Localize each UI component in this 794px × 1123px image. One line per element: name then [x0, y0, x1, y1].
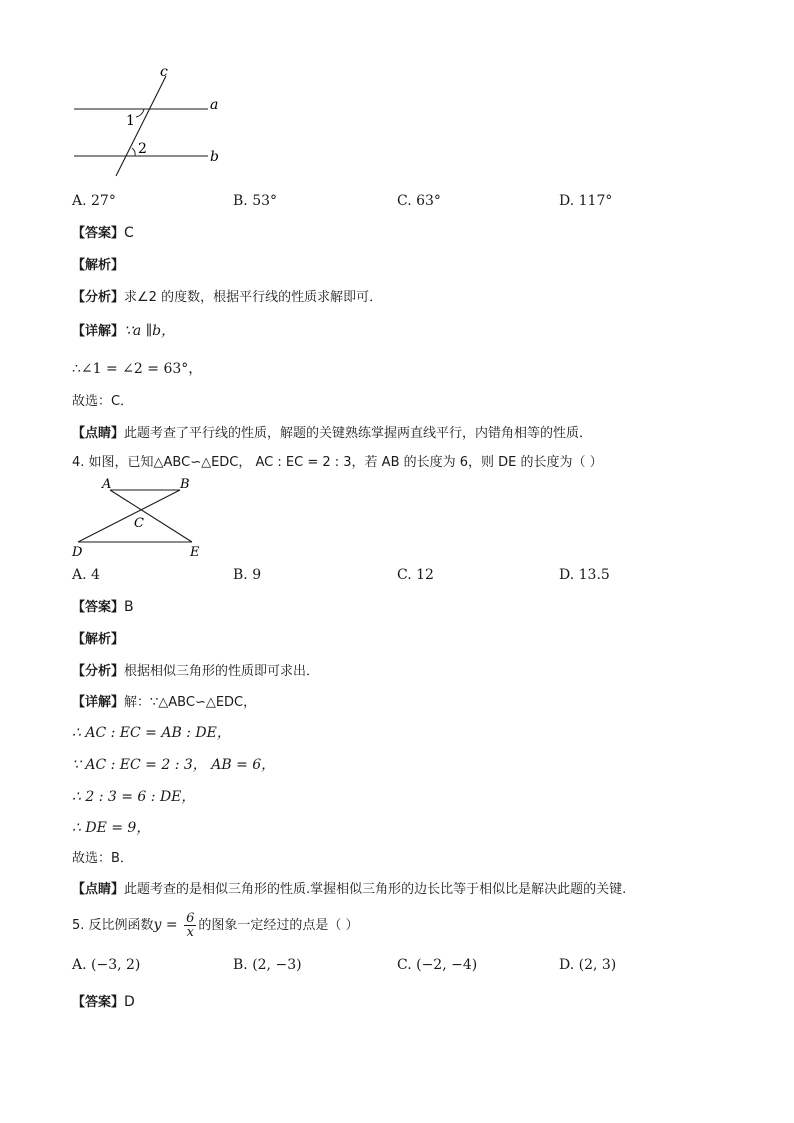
q3-fenxi: [72, 288, 382, 307]
fenxi-text: 根据相似三角形的性质即可求出．: [124, 664, 320, 679]
answer-tag: 【答案】: [72, 226, 125, 241]
q5-eq: =: [161, 917, 183, 933]
label-D: D: [72, 545, 83, 560]
dianjing-text: 此题考查的是相似三角形的性质.掌握相似三角形的边长比等于相似比是解决此题的关键.: [124, 882, 627, 897]
q3-analysis-heading: [72, 256, 124, 275]
q5-answer: [72, 993, 135, 1012]
q3-step-1: ∴∠1 = ∠2 = 63°，: [72, 361, 203, 377]
q4-dianjing: [72, 880, 626, 899]
fenxi-tag: 【分析】: [72, 290, 125, 305]
xiangjie-tag: 【详解】: [72, 324, 125, 339]
q4-option-a[interactable]: A. 4: [72, 567, 100, 583]
q3-option-b[interactable]: B. 53°: [233, 193, 278, 209]
segment-bd: [78, 490, 180, 542]
label-angle-1: 1: [126, 113, 135, 129]
q3-option-c[interactable]: C. 63°: [397, 193, 441, 209]
fenxi-tag: 【分析】: [72, 664, 125, 679]
q4-step-3: ∴ 2 : 3 = 6 : DE，: [72, 789, 196, 805]
label-b: b: [210, 149, 219, 165]
q3-xiangjie: [72, 322, 175, 341]
q3-choose: [72, 392, 133, 411]
q3-answer: [72, 224, 134, 243]
q4-stem-text: 4. 如图，已知△ABC∽△EDC， AC : EC = 2 : 3，若 AB 的长度为 6，则 DE 的长度为（ ）: [72, 455, 603, 470]
fenxi-text: 求∠2 的度数，根据平行线的性质求解即可．: [124, 290, 383, 305]
q5-func-var: y: [153, 917, 162, 933]
q5-option-d[interactable]: D. (2, 3): [559, 957, 617, 973]
transversal-c: [116, 76, 166, 176]
q4-option-c[interactable]: C. 12: [397, 567, 434, 583]
label-c: c: [160, 64, 168, 80]
similar-triangles-figure: [70, 474, 210, 564]
q5-stem: [72, 910, 359, 941]
choose-text: 故选：C．: [72, 394, 134, 409]
q4-step-4: ∴ DE = 9，: [72, 820, 151, 836]
dianjing-tag: 【点睛】: [72, 882, 125, 897]
q5-stem-post: 的图象一定经过的点是（ ）: [198, 918, 359, 933]
q4-option-b[interactable]: B. 9: [233, 567, 262, 583]
q5-option-a[interactable]: A. (−3, 2): [72, 957, 141, 973]
q5-option-b[interactable]: B. (2, −3): [233, 957, 302, 973]
segment-ae: [110, 490, 192, 542]
q4-stem: [72, 453, 603, 472]
angle-1-arc: [136, 109, 144, 117]
q3-option-a[interactable]: A. 27°: [72, 193, 116, 209]
q4-analysis-heading: [72, 630, 124, 649]
q4-step-1: ∴ AC : EC = AB : DE，: [72, 725, 231, 741]
analysis-tag: 【解析】: [72, 258, 125, 273]
dianjing-text: 此题考查了平行线的性质，解题的关键熟练掌握两直线平行，内错角相等的性质．: [124, 426, 593, 441]
label-a: a: [210, 97, 219, 113]
q3-dianjing: [72, 424, 592, 443]
angle-2-arc: [132, 148, 135, 156]
choose-text: 故选：B．: [72, 851, 133, 866]
label-C: C: [134, 516, 144, 531]
parallel-lines-figure: [68, 62, 238, 180]
q4-step-2: ∵ AC : EC = 2 : 3， AB = 6，: [72, 757, 276, 773]
q5-denominator: x: [186, 924, 194, 940]
answer-value: B: [124, 599, 134, 615]
xiangjie-text: ∵a ∥b，: [124, 323, 176, 339]
label-E: E: [190, 545, 200, 560]
dianjing-tag: 【点睛】: [72, 426, 125, 441]
xiangjie-tag: 【详解】: [72, 695, 125, 710]
answer-tag: 【答案】: [72, 995, 125, 1010]
q4-choose: [72, 849, 133, 868]
q4-xiangjie: [72, 693, 256, 712]
label-B: B: [180, 477, 190, 492]
q4-answer: [72, 598, 134, 617]
q5-stem-pre: 5. 反比例函数: [72, 918, 154, 933]
q5-fraction: [184, 912, 196, 939]
label-A: A: [102, 477, 112, 492]
q5-option-c[interactable]: C. (−2, −4): [397, 957, 478, 973]
q4-option-d[interactable]: D. 13.5: [559, 567, 610, 583]
q5-numerator: 6: [186, 910, 195, 926]
q4-fenxi: [72, 662, 319, 681]
q3-option-d[interactable]: D. 117°: [559, 193, 613, 209]
analysis-tag: 【解析】: [72, 632, 125, 647]
answer-value: D: [124, 994, 135, 1010]
answer-tag: 【答案】: [72, 600, 125, 615]
xiangjie-text: 解：∵△ABC∽△EDC，: [124, 695, 257, 710]
answer-value: C: [124, 225, 134, 241]
label-angle-2: 2: [138, 141, 147, 157]
